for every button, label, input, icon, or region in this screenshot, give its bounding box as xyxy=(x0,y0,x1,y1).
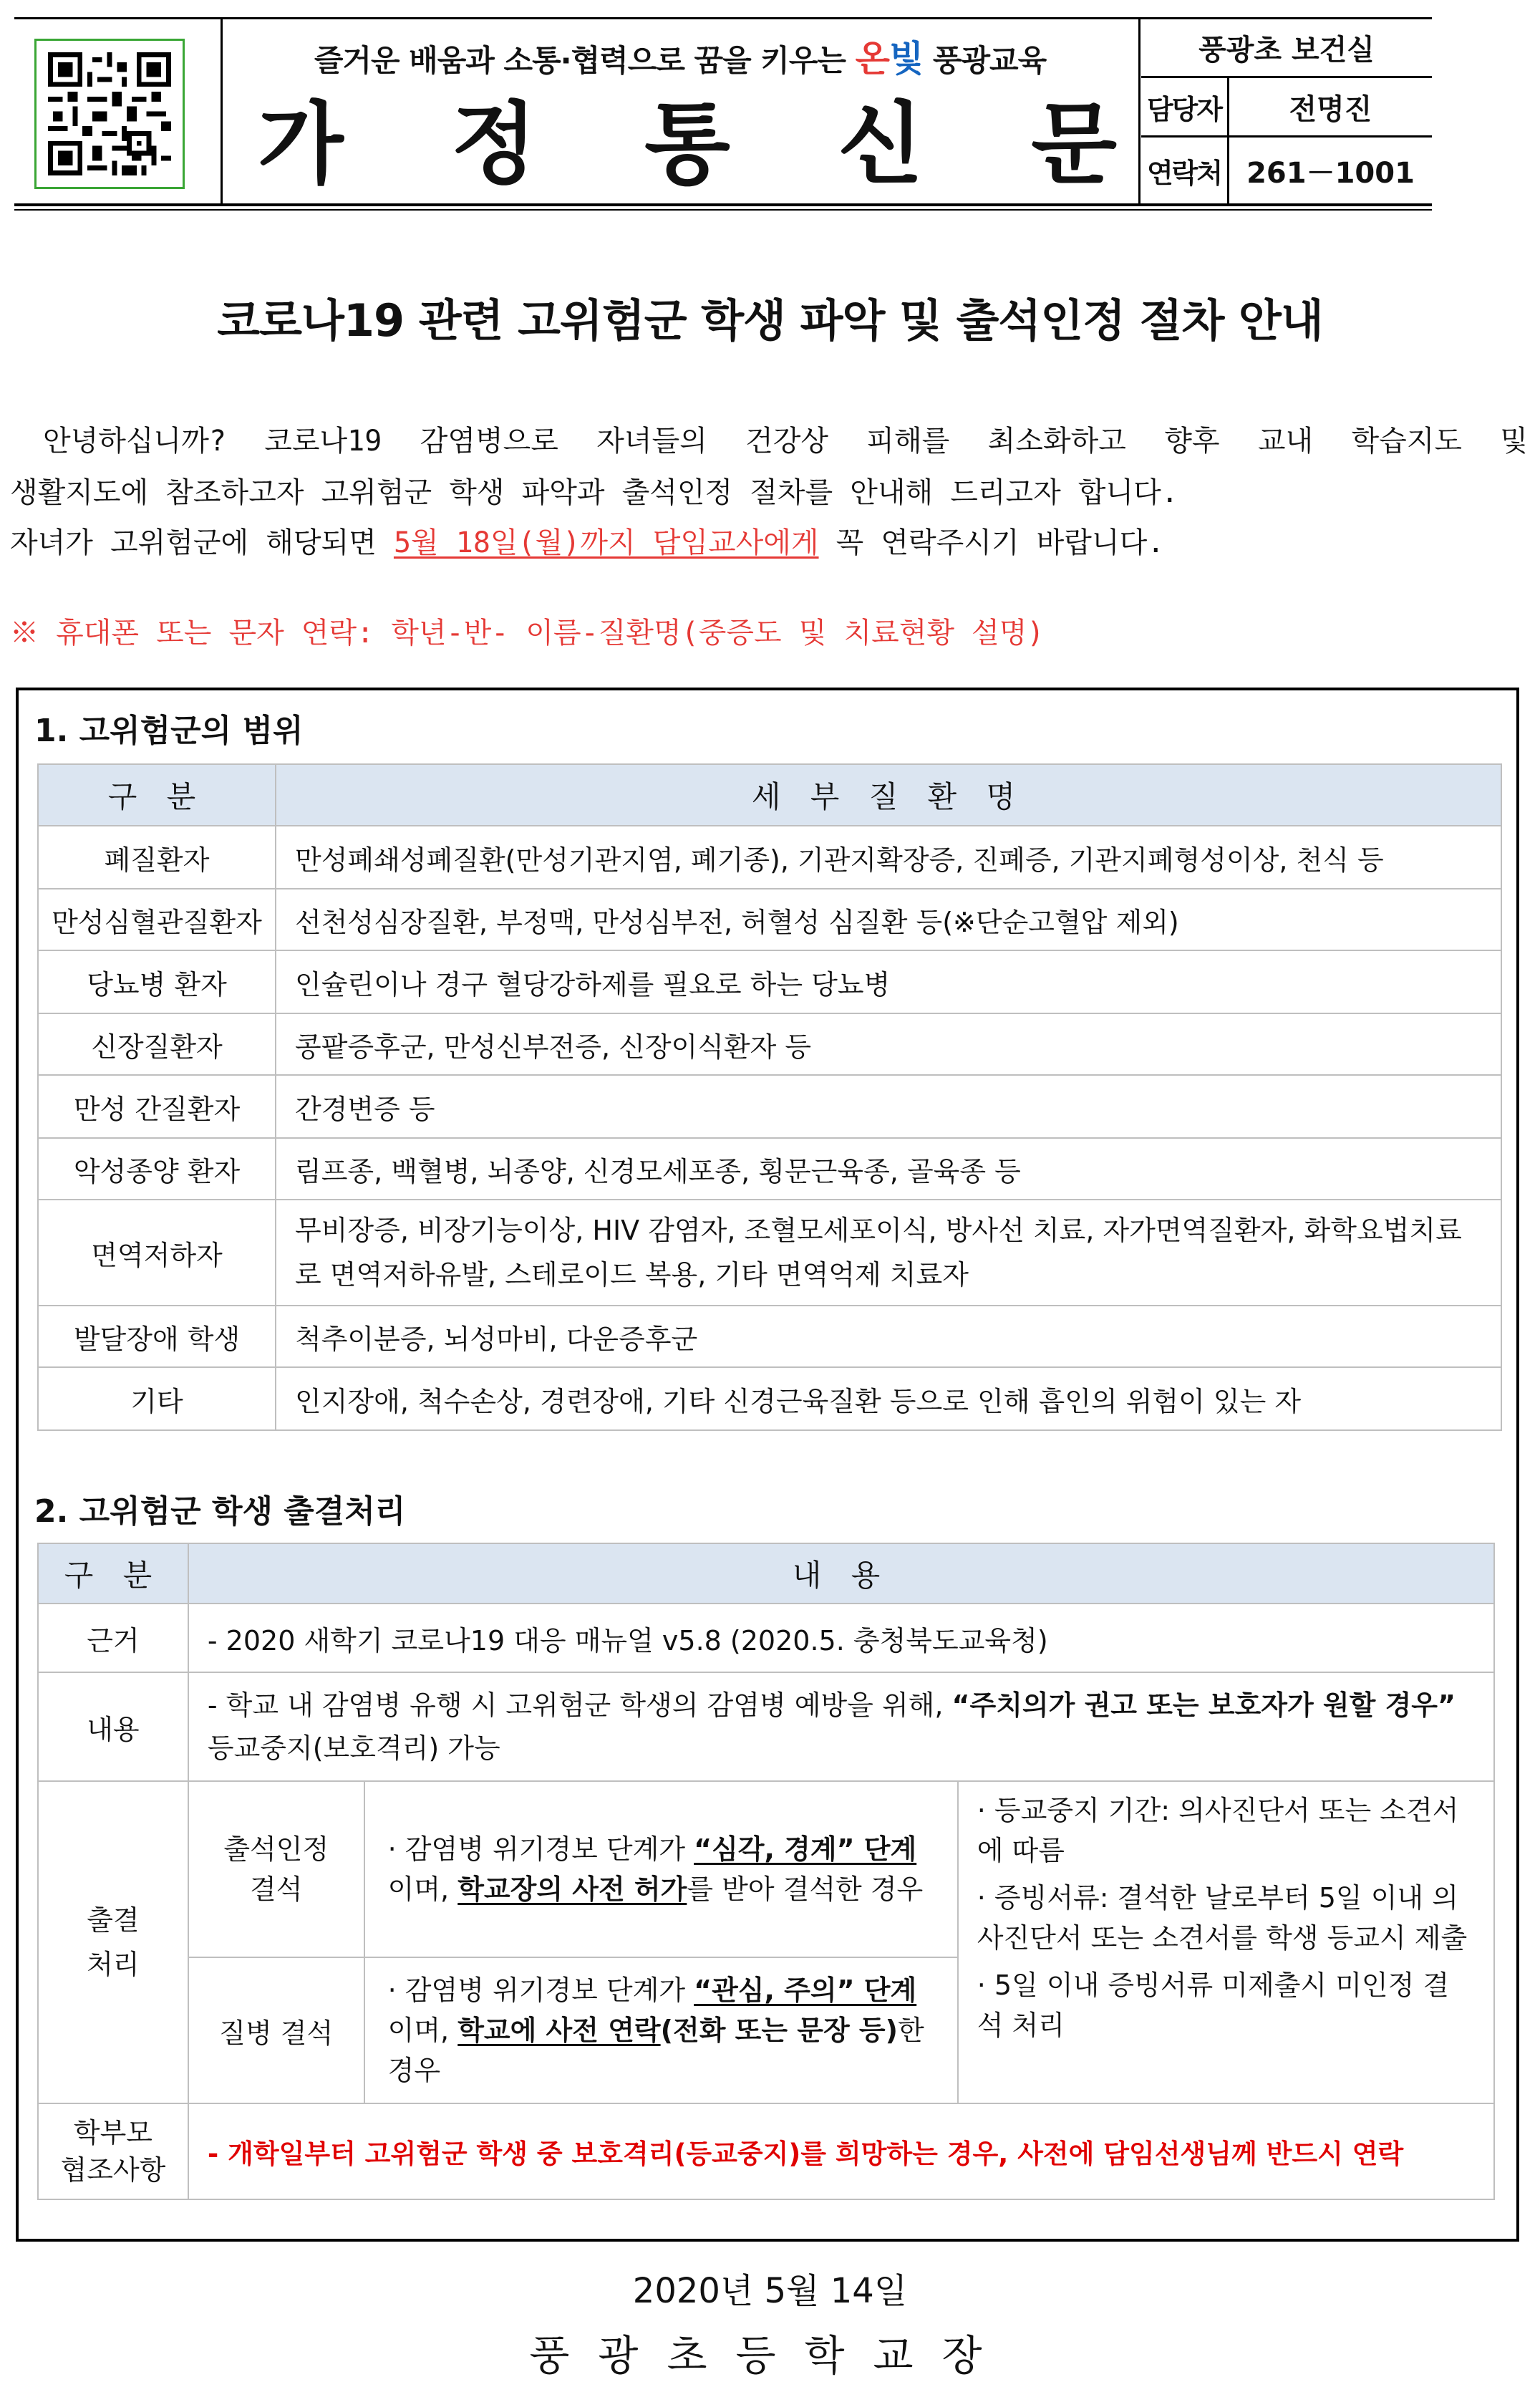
contact-label: 연락처 xyxy=(1141,137,1229,204)
intro-deadline-line xyxy=(10,517,1528,569)
content-cell xyxy=(188,1672,1494,1781)
note-item: · 5일 이내 증빙서류 미제출시 미인정 결석 처리 xyxy=(977,1969,1450,2041)
office-info-table xyxy=(1141,19,1432,203)
cell-text: · 감염병 위기경보 단계가 xyxy=(387,1833,694,1865)
cell-bold: (전화 또는 문장 등) xyxy=(660,2015,899,2046)
detail-cell: 콩팥증후군, 만성신부전증, 신장이식환자 등 xyxy=(276,1013,1501,1075)
issue-date: 2020년 5월 14일 xyxy=(632,2271,908,2311)
office-name: 풍광초 보건실 xyxy=(1141,19,1432,77)
category-cell: 면역저하자 xyxy=(38,1200,276,1306)
qr-code-icon xyxy=(48,52,171,175)
title-char: 신 xyxy=(838,93,924,196)
document-title: 코로나19 관련 고위험군 학생 파악 및 출석인정 절차 안내 xyxy=(217,294,1323,347)
table-row xyxy=(38,1367,1501,1430)
category-cell: 폐질환자 xyxy=(38,826,276,889)
category-cell: 기타 xyxy=(38,1367,276,1430)
detail-cell: 간경변증 등 xyxy=(276,1075,1501,1138)
contact-number: 261－1001 xyxy=(1246,156,1415,190)
table-row xyxy=(38,826,1501,889)
detail-cell: 인지장애, 척수손상, 경련장애, 기타 신경근육질환 등으로 인해 흡인의 위험이 있는 자 xyxy=(276,1367,1501,1430)
table-row xyxy=(38,889,1501,950)
deadline-highlight: 5월 18일(월)까지 담임교사에게 xyxy=(393,526,819,559)
illness-cell xyxy=(364,1957,958,2103)
intro-line: 안녕하십니까? 코로나19 감염병으로 자녀들의 건강상 피해를 최소화하고 향후 교내 학습지도 및 xyxy=(43,425,1528,458)
category-cell: 발달장애 학생 xyxy=(38,1306,276,1367)
intro-text: 꼭 연락주시기 바랍니다. xyxy=(818,526,1165,559)
detail-cell: 무비장증, 비장기능이상, HIV 감염자, 조혈모세포이식, 방사선 치료, 자가면역질환자, 화학요법치료로 면역저하유발, 스테로이드 복용, 기타 면역억제 치료자 xyxy=(276,1200,1501,1306)
cell-bold: “심각, 경계” 단계 xyxy=(694,1833,917,1865)
title-char: 문 xyxy=(1031,93,1117,196)
category-cell: 신장질환자 xyxy=(38,1013,276,1075)
table-row xyxy=(38,1306,1501,1367)
slogan-tail: 풍광교육 xyxy=(923,43,1047,78)
title-char: 정 xyxy=(451,93,537,196)
detail-cell: 만성폐쇄성폐질환(만성기관지염, 폐기종), 기관지확장증, 진폐증, 기관지폐형성이상, 천식 등 xyxy=(276,826,1501,889)
slogan xyxy=(222,30,1138,82)
slogan-on: 온 xyxy=(855,38,889,79)
header-bottom-rule xyxy=(14,203,1432,206)
content-text: - 학교 내 감염병 유행 시 고위험군 학생의 감염병 예방을 위해, xyxy=(207,1689,952,1721)
detail-cell: 척추이분증, 뇌성마비, 다운증후군 xyxy=(276,1306,1501,1367)
manager-name: 전명진 xyxy=(1229,77,1433,137)
table-row xyxy=(38,2103,1494,2199)
row-label: 출결 처리 xyxy=(38,1781,188,2103)
attendance-table xyxy=(37,1543,1495,2200)
intro-line: 생활지도에 참조하고자 고위험군 학생 파악과 출석인정 절차를 안내해 드리고자 합니다. xyxy=(10,476,1178,509)
slogan-bit: 빛 xyxy=(888,38,924,79)
header-divider xyxy=(1138,19,1141,203)
section-heading: 2. 고위험군 학생 출결처리 xyxy=(34,1493,406,1530)
column-header: 구 분 xyxy=(38,764,276,826)
column-header: 세 부 질 환 명 xyxy=(276,764,1501,826)
table-row xyxy=(38,1075,1501,1138)
cell-text: 를 받아 결석한 경우 xyxy=(687,1874,924,1905)
content-text: 등교중지(보호격리) 가능 xyxy=(207,1732,500,1764)
cell-bold: 학교장의 사전 허가 xyxy=(457,1874,687,1905)
category-cell: 만성심혈관질환자 xyxy=(38,889,276,950)
content-bold: “주치의가 권고 또는 보호자가 원할 경우” xyxy=(951,1689,1456,1721)
principal-signature: 풍광초등학교장 xyxy=(529,2331,1011,2380)
column-header: 내 용 xyxy=(188,1543,1494,1604)
section-heading: 1. 고위험군의 범위 xyxy=(34,713,304,749)
note-item: · 증빙서류: 결석한 날로부터 5일 이내 의사진단서 또는 소견서를 학생 등교시 제출 xyxy=(977,1882,1468,1954)
detail-cell: 림프종, 백혈병, 뇌종양, 신경모세포종, 횡문근육종, 골육종 등 xyxy=(276,1138,1501,1200)
cell-text: · 감염병 위기경보 단계가 xyxy=(387,1974,694,2006)
title-char: 가 xyxy=(258,93,344,196)
high-risk-table xyxy=(37,763,1502,1431)
category-cell: 만성 간질환자 xyxy=(38,1075,276,1138)
category-cell: 악성종양 환자 xyxy=(38,1138,276,1200)
cell-text: 한 경우 xyxy=(387,2015,924,2086)
row-label: 내용 xyxy=(38,1672,188,1781)
cell-bold: 학교에 사전 연락 xyxy=(457,2015,661,2046)
notes-cell xyxy=(958,1781,1494,2103)
qr-code xyxy=(34,39,185,189)
sub-row-label: 질병 결석 xyxy=(188,1957,364,2103)
contact-notice: ※ 휴대폰 또는 문자 연락: 학년-반- 이름-질환명(중증도 및 치료현황 설명) xyxy=(10,617,1045,650)
intro-text: 자녀가 고위험군에 해당되면 xyxy=(10,526,394,559)
cell-text: 이며, xyxy=(387,2015,458,2046)
recognized-cell xyxy=(364,1781,958,1957)
row-label: 근거 xyxy=(38,1604,188,1672)
basis-cell: - 2020 새학기 코로나19 대응 매뉴얼 v5.8 (2020.5. 충청북도교육청) xyxy=(188,1604,1494,1672)
table-row xyxy=(38,950,1501,1013)
parent-request-cell: - 개학일부터 고위험군 학생 중 보호격리(등교중지)를 희망하는 경우, 사전에 담임선생님께 반드시 연락 xyxy=(188,2103,1494,2199)
sub-row-label: 출석인정 결석 xyxy=(188,1781,364,1957)
row-label: 학부모 협조사항 xyxy=(38,2103,188,2199)
table-row xyxy=(38,1672,1494,1781)
detail-cell: 선천성심장질환, 부정맥, 만성심부전, 허혈성 심질환 등(※단순고혈압 제외) xyxy=(276,889,1501,950)
note-item: · 등교중지 기간: 의사진단서 또는 소견서에 따름 xyxy=(977,1795,1459,1866)
cell-text: 이며, xyxy=(387,1874,458,1905)
category-cell: 당뇨병 환자 xyxy=(38,950,276,1013)
table-row xyxy=(38,1781,1494,1957)
table-row xyxy=(38,1604,1494,1672)
table-row xyxy=(38,1200,1501,1306)
newsletter-title xyxy=(258,93,1117,196)
column-header: 구 분 xyxy=(38,1543,188,1604)
manager-label: 담당자 xyxy=(1141,77,1229,137)
cell-bold: “관심, 주의” 단계 xyxy=(694,1974,917,2006)
slogan-text: 즐거운 배움과 소통·협력으로 꿈을 키우는 xyxy=(314,43,856,78)
header-bottom-rule-thin xyxy=(14,209,1432,211)
table-row xyxy=(38,1013,1501,1075)
table-row xyxy=(38,1138,1501,1200)
title-char: 통 xyxy=(644,93,730,196)
detail-cell: 인슐린이나 경구 혈당강하제를 필요로 하는 당뇨병 xyxy=(276,950,1501,1013)
